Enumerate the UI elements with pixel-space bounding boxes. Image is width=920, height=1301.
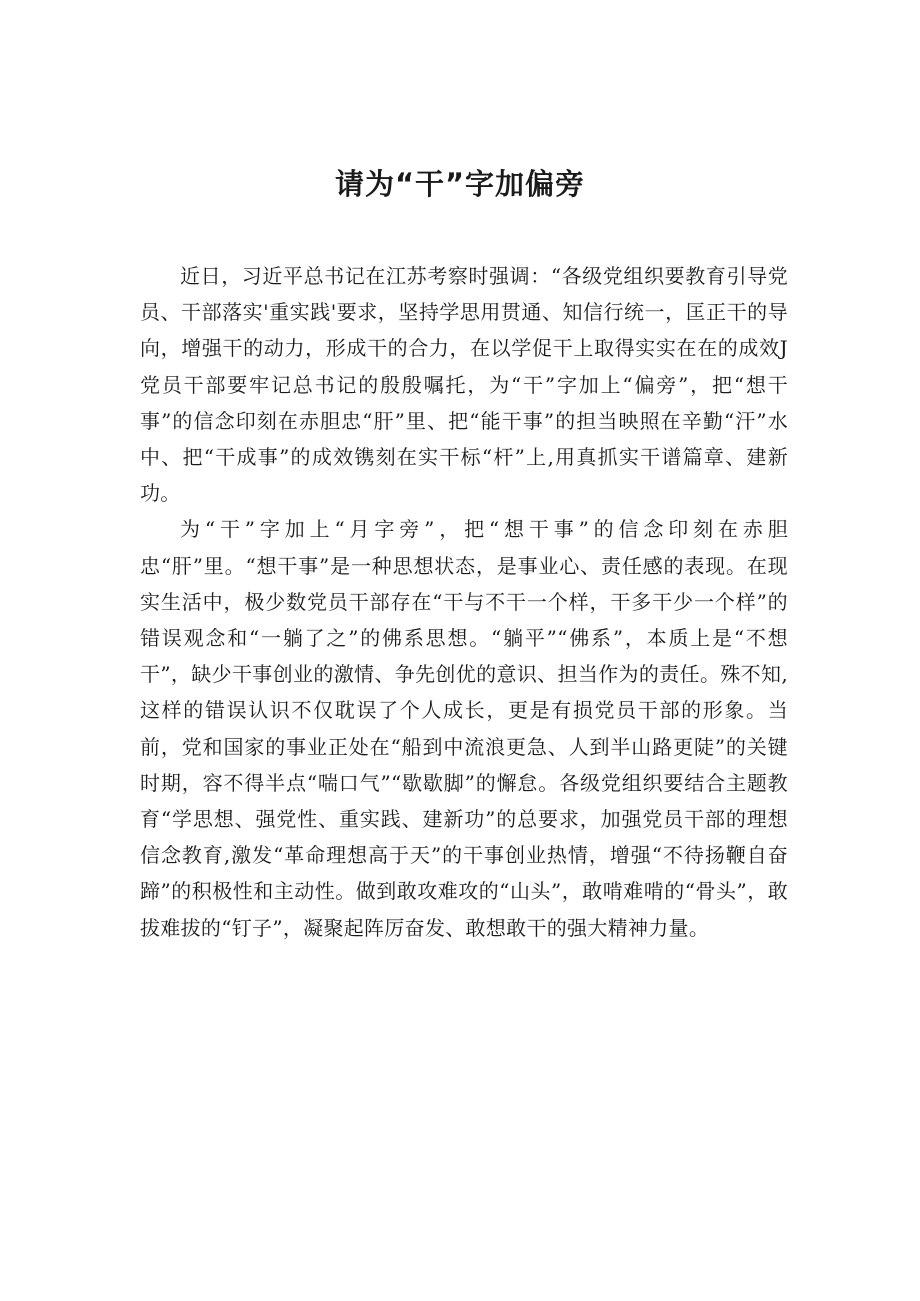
document-title: 请为“干”字加偏旁 (334, 167, 586, 201)
paragraph-intro: 近日，习近平总书记在江苏考察时强调：“各级党组织要教育引导党员、干部落实'重实践'要求，坚持学思用贯通、知信行统一，匡正干的导向，增强干的动力，形成干的合力，在以学促干上取得实实在在的成效J党员干部要牢记总书记的殷殷嘱托，为“干”字加上“偏旁”，把“想干事”的信念印刻在赤胆忠“肝”里、把“能干事”的担当映照在辛勤“汗”水中、把“干成事”的成效镌刻在实干标“杆”上,用真抓实干谱篇章、建新功。 (140, 264, 788, 506)
paragraph-gan-with-liver: 为“干”字加上“月字旁”，把“想干事”的信念印刻在赤胆忠“肝”里。“想干事”是一种思想状态，是事业心、责任感的表现。在现实生活中，极少数党员干部存在“干与不干一个样，干多干少一个样”的错误观念和“一躺了之”的佛系思想。“躺平”“佛系”，本质上是“不想干”，缺少干事创业的激情、争先创优的意识、担当作为的责任。殊不知,这样的错误认识不仅耽误了个人成长，更是有损党员干部的形象。当前，党和国家的事业正处在“船到中流浪更急、人到半山路更陡”的关键时期，容不得半点“喘口气”“歇歇脚”的懈怠。各级党组织要结合主题教育“学思想、强党性、重实践、建新功”的总要求，加强党员干部的理想信念教育,激发“革命理想高于天”的干事创业热情，增强“不待扬鞭自奋蹄”的积极性和主动性。做到敢攻难攻的“山头”，敢啃难啃的“骨头”，敢拔难拔的“钉子”，凝聚起阵厉奋发、敢想敢干的强大精神力量。 (140, 517, 788, 940)
document-body (140, 258, 788, 946)
